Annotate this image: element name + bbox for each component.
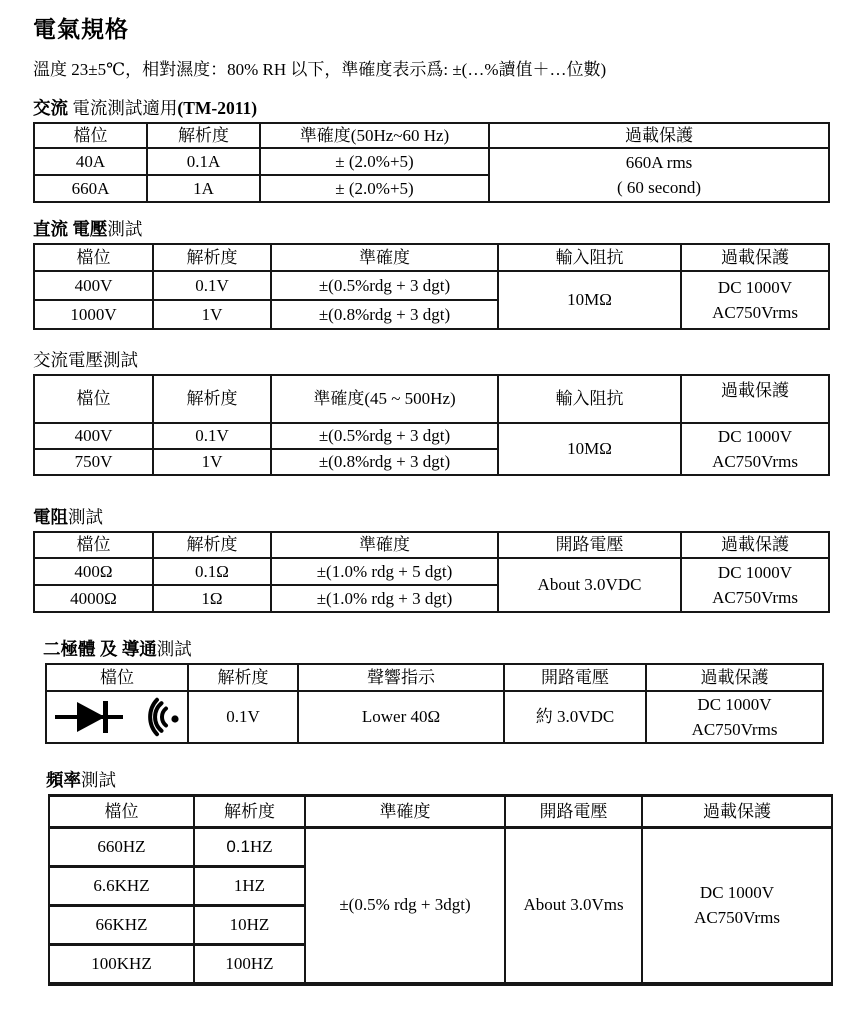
heading-mid: 測試 bbox=[81, 770, 116, 790]
cell-overload-protection bbox=[646, 691, 823, 743]
col-header-input-impedance: 輸入阻抗 bbox=[498, 244, 681, 271]
cell-input-impedance: 10MΩ bbox=[498, 271, 681, 329]
col-header-overload: 過載保護 bbox=[681, 244, 829, 271]
cell-resolution: 1HZ bbox=[194, 867, 305, 906]
cell-range: 400V bbox=[34, 271, 153, 300]
cell-accuracy: ±(0.8%rdg + 3 dgt) bbox=[271, 300, 498, 329]
col-header-accuracy: 準確度(45 ~ 500Hz) bbox=[271, 375, 498, 423]
overload-line1: 660A rms bbox=[625, 153, 693, 172]
heading-tail: (TM-2011) bbox=[177, 98, 258, 118]
cell-range: 66KHZ bbox=[49, 906, 194, 945]
col-header-range: 檔位 bbox=[34, 244, 153, 271]
table-row bbox=[34, 423, 829, 449]
table-header-row bbox=[34, 532, 829, 558]
col-header-beeper: 聲響指示 bbox=[298, 664, 504, 691]
continuity-buzzer-icon bbox=[133, 697, 181, 737]
cell-resolution: 1A bbox=[147, 175, 260, 202]
page-title: 電氣規格 bbox=[33, 17, 129, 42]
cell-resolution: 0.1V bbox=[188, 691, 298, 743]
cell-resolution bbox=[194, 828, 305, 867]
cell-resolution: 10HZ bbox=[194, 906, 305, 945]
cell-accuracy: ±(0.5%rdg + 3 dgt) bbox=[271, 271, 498, 300]
col-header-overload: 過載保護 bbox=[489, 123, 829, 148]
cell-resolution: 1Ω bbox=[153, 585, 271, 612]
dc-voltage-table bbox=[33, 243, 830, 330]
measurement-conditions-text: 溫度 23±5℃，相對濕度：80% RH 以下，準確度表示爲: ±(…%讀值＋…位數) bbox=[33, 60, 607, 79]
table-row bbox=[49, 828, 832, 867]
cell-range: 1000V bbox=[34, 300, 153, 329]
resolution-unit: HZ bbox=[249, 837, 273, 856]
col-header-overload: 過載保護 bbox=[681, 532, 829, 558]
cell-accuracy: ± (2.0%+5) bbox=[260, 175, 489, 202]
col-header-overload: 過載保護 bbox=[646, 664, 823, 691]
heading-lead: 電阻 bbox=[33, 507, 68, 527]
overload-line2: AC750Vrms bbox=[712, 303, 798, 322]
cell-accuracy: ±(0.8%rdg + 3 dgt) bbox=[271, 449, 498, 475]
col-header-range: 檔位 bbox=[34, 532, 153, 558]
col-header-open-circuit: 開路電壓 bbox=[505, 796, 642, 828]
cell-accuracy: ±(1.0% rdg + 5 dgt) bbox=[271, 558, 498, 585]
cell-resolution: 100HZ bbox=[194, 945, 305, 984]
col-header-range: 檔位 bbox=[46, 664, 188, 691]
cell-overload-protection bbox=[642, 828, 832, 984]
col-header-resolution: 解析度 bbox=[153, 244, 271, 271]
overload-line2: AC750Vrms bbox=[691, 720, 778, 739]
cell-accuracy: ±(1.0% rdg + 3 dgt) bbox=[271, 585, 498, 612]
section-heading-frequency bbox=[46, 769, 832, 792]
heading-mid: 測試 bbox=[107, 219, 143, 239]
cell-open-circuit-voltage: About 3.0Vms bbox=[505, 828, 642, 984]
col-header-overload: 過載保護 bbox=[681, 375, 829, 423]
overload-line1: DC 1000V bbox=[717, 427, 793, 446]
cell-range: 660A bbox=[34, 175, 147, 202]
col-header-range: 檔位 bbox=[34, 123, 147, 148]
table-header-row bbox=[46, 664, 823, 691]
cell-range: 400Ω bbox=[34, 558, 153, 585]
overload-line2: ( 60 second) bbox=[616, 178, 702, 197]
cell-overload-protection bbox=[489, 148, 829, 202]
heading-mid: 測試 bbox=[68, 507, 103, 527]
cell-range: 4000Ω bbox=[34, 585, 153, 612]
cell-range-symbols bbox=[46, 691, 188, 743]
frequency-table bbox=[48, 794, 833, 986]
diode-continuity-table bbox=[45, 663, 824, 744]
cell-range: 400V bbox=[34, 423, 153, 449]
col-header-open-circuit: 開路電壓 bbox=[504, 664, 646, 691]
col-header-input-impedance: 輸入阻抗 bbox=[498, 375, 681, 423]
col-header-open-circuit: 開路電壓 bbox=[498, 532, 681, 558]
col-header-resolution: 解析度 bbox=[153, 532, 271, 558]
resistance-table bbox=[33, 531, 830, 613]
cell-range: 660HZ bbox=[49, 828, 194, 867]
overload-line1: DC 1000V bbox=[717, 278, 793, 297]
cell-resolution: 0.1V bbox=[153, 423, 271, 449]
cell-accuracy: ±(0.5%rdg + 3 dgt) bbox=[271, 423, 498, 449]
heading-lead: 二極體 及 導通 bbox=[43, 639, 157, 659]
cell-beeper-indication: Lower 40Ω bbox=[298, 691, 504, 743]
col-header-accuracy: 準確度(50Hz~60 Hz) bbox=[260, 123, 489, 148]
col-header-resolution: 解析度 bbox=[188, 664, 298, 691]
col-header-range: 檔位 bbox=[34, 375, 153, 423]
heading-mid: 電流測試適用 bbox=[68, 98, 178, 118]
section-heading-diode-continuity bbox=[43, 638, 832, 661]
cell-open-circuit-voltage: 約 3.0VDC bbox=[504, 691, 646, 743]
cell-resolution: 1V bbox=[153, 300, 271, 329]
section-heading-resistance bbox=[33, 506, 832, 529]
col-header-accuracy: 準確度 bbox=[271, 244, 498, 271]
section-heading-dc-voltage bbox=[33, 218, 832, 241]
overload-line2: AC750Vrms bbox=[694, 908, 780, 928]
heading-lead: 交流 bbox=[33, 98, 68, 118]
cell-accuracy: ± (2.0%+5) bbox=[260, 148, 489, 175]
cell-range: 750V bbox=[34, 449, 153, 475]
table-row bbox=[34, 271, 829, 300]
col-header-resolution: 解析度 bbox=[147, 123, 260, 148]
heading-mid: 測試 bbox=[156, 639, 192, 659]
heading-lead: 頻率 bbox=[46, 770, 81, 790]
cell-overload-protection bbox=[681, 558, 829, 612]
overload-line1: DC 1000V bbox=[697, 695, 772, 714]
overload-line2: AC750Vrms bbox=[712, 452, 798, 471]
overload-line2: AC750Vrms bbox=[712, 588, 798, 607]
section-heading-ac-current bbox=[33, 97, 832, 120]
col-header-resolution: 解析度 bbox=[153, 375, 271, 423]
cell-overload-protection bbox=[681, 271, 829, 329]
cell-resolution: 1V bbox=[153, 449, 271, 475]
cell-input-impedance: 10MΩ bbox=[498, 423, 681, 475]
ac-current-table bbox=[33, 122, 830, 203]
col-header-accuracy: 準確度 bbox=[271, 532, 498, 558]
table-row bbox=[34, 558, 829, 585]
table-header-row bbox=[34, 375, 829, 423]
ac-voltage-table bbox=[33, 374, 830, 476]
cell-range: 100KHZ bbox=[49, 945, 194, 984]
overload-line1: DC 1000V bbox=[699, 883, 775, 903]
cell-resolution: 0.1Ω bbox=[153, 558, 271, 585]
cell-accuracy: ±(0.5% rdg + 3dgt) bbox=[305, 828, 505, 984]
col-header-resolution: 解析度 bbox=[194, 796, 305, 828]
cell-open-circuit-voltage: About 3.0VDC bbox=[498, 558, 681, 612]
heading-mid: 交流電壓測試 bbox=[33, 350, 138, 370]
cell-range: 40A bbox=[34, 148, 147, 175]
heading-lead: 直流 電壓 bbox=[33, 219, 108, 239]
cell-overload-protection bbox=[681, 423, 829, 475]
table-row bbox=[46, 691, 823, 743]
col-header-range: 檔位 bbox=[49, 796, 194, 828]
section-heading-ac-voltage bbox=[33, 349, 832, 372]
table-row bbox=[34, 148, 829, 175]
table-header-row bbox=[34, 123, 829, 148]
cell-resolution: 0.1A bbox=[147, 148, 260, 175]
table-header-row bbox=[34, 244, 829, 271]
cell-resolution: 0.1V bbox=[153, 271, 271, 300]
col-header-accuracy: 準確度 bbox=[305, 796, 505, 828]
cell-range: 6.6KHZ bbox=[49, 867, 194, 906]
table-header-row bbox=[49, 796, 832, 828]
col-header-overload: 過載保護 bbox=[642, 796, 832, 828]
overload-line1: DC 1000V bbox=[717, 563, 793, 582]
resolution-number: 0.1 bbox=[226, 837, 250, 856]
diode-icon bbox=[53, 697, 129, 737]
